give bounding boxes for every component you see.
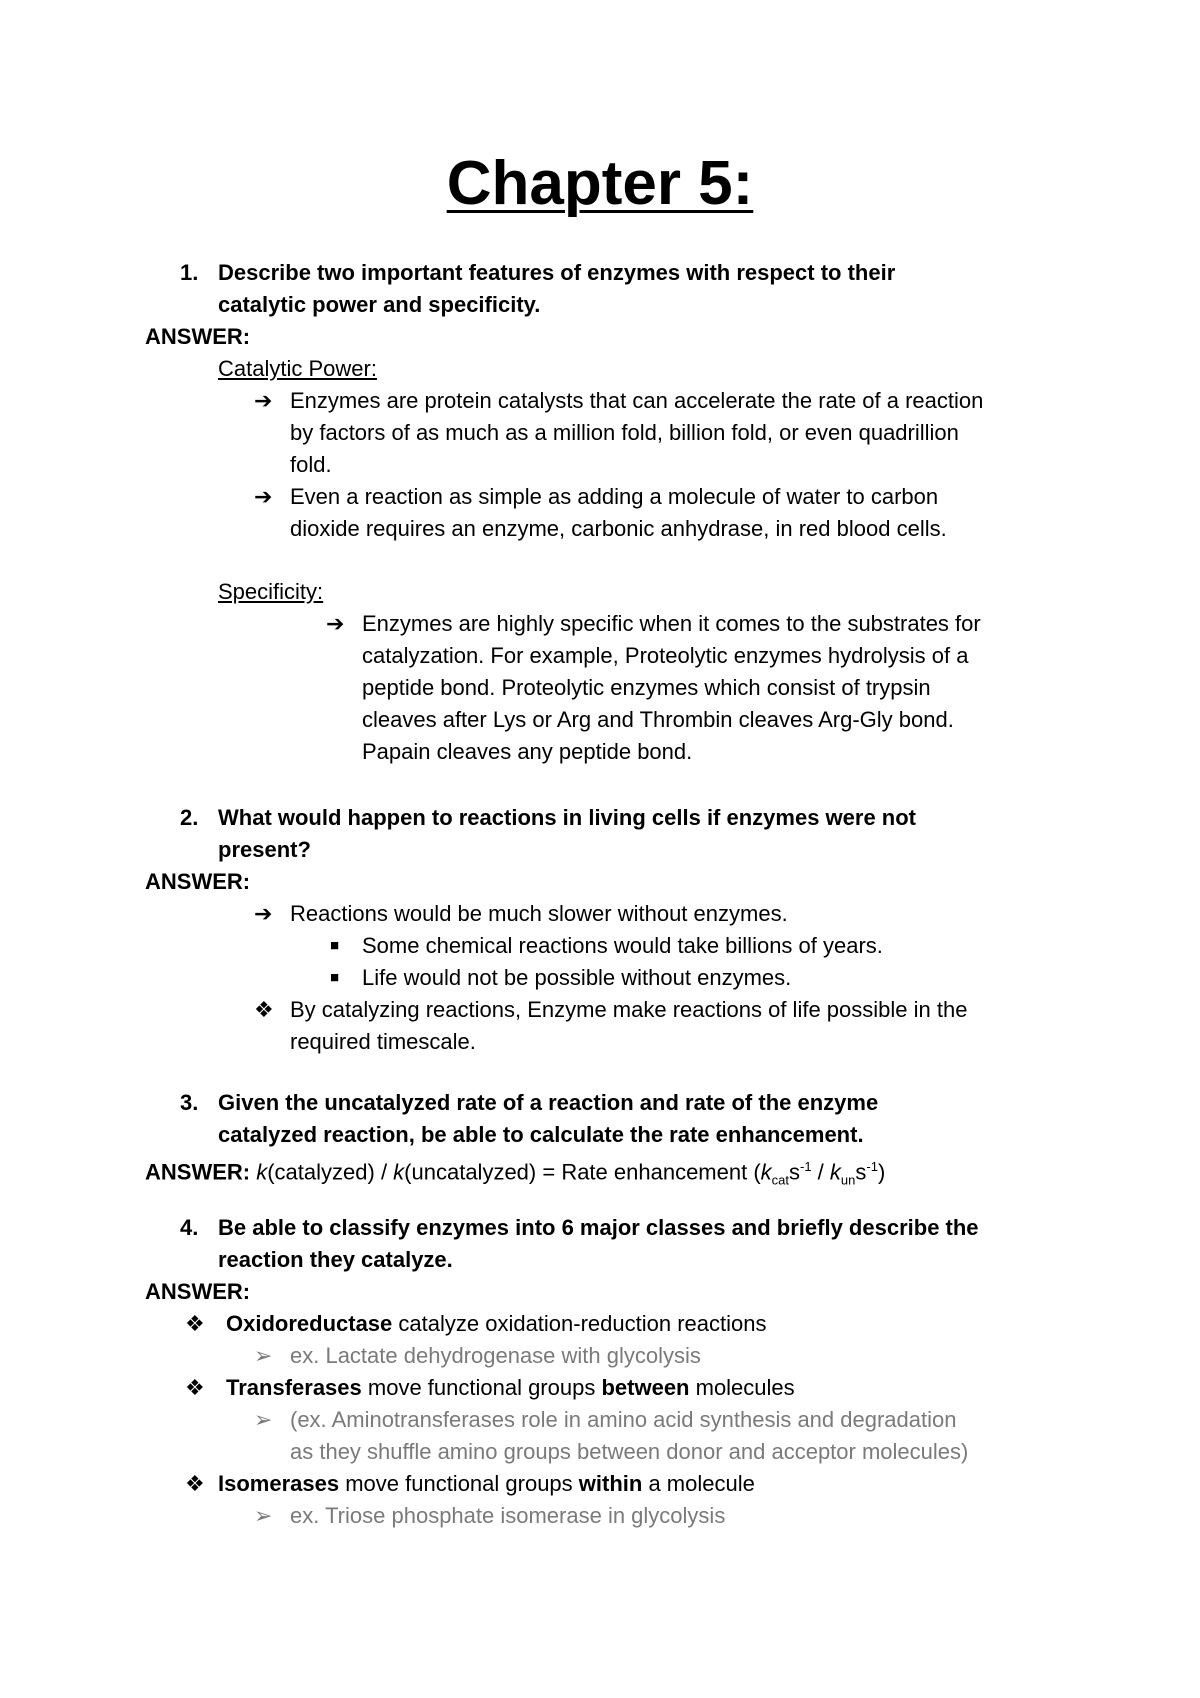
q3-question-line2: catalyzed reaction, be able to calculate the rate enhancement. (218, 1122, 864, 1147)
sp1-line5: Papain cleaves any peptide bond. (362, 739, 693, 764)
q3-question-line1: Given the uncatalyzed rate of a reaction and rate of the enzyme (218, 1090, 879, 1115)
q2-a1-sub1: Some chemical reactions would take billions of years. (362, 933, 883, 958)
k-symbol: k (760, 1159, 772, 1185)
sp1-line3: peptide bond. Proteolytic enzymes which consist of trypsin (362, 675, 931, 700)
class-transferases-desc: move functional groups (361, 1375, 602, 1400)
diamond-bullet-icon: ❖ (185, 1311, 205, 1336)
page-title (0, 148, 1200, 220)
formula-slash: / (811, 1159, 830, 1185)
cp1-line1: Enzymes are protein catalysts that can accelerate the rate of a reaction (290, 388, 984, 413)
sp1-line1: Enzymes are highly specific when it comes to the substrates for (362, 611, 981, 636)
q1-question-line1: Describe two important features of enzymes with respect to their (218, 260, 896, 285)
class-isomerases (218, 1469, 755, 1499)
chevron-bullet-icon: ➢ (254, 1343, 273, 1368)
square-bullet-icon: ■ (330, 937, 340, 954)
q1-number: 1. (180, 260, 199, 285)
q2-number: 2. (180, 805, 199, 830)
q3-answer-formula (145, 1152, 886, 1188)
class-transferases-name: Transferases (226, 1375, 362, 1400)
specificity-heading: Specificity: (218, 579, 324, 604)
q2-a2-line2: required timescale. (290, 1029, 476, 1054)
s-unit: s (855, 1159, 867, 1185)
k-symbol: k (829, 1159, 841, 1185)
class-isomerases-desc: move functional groups (339, 1471, 579, 1496)
q2-a1: Reactions would be much slower without enzymes. (290, 901, 788, 926)
k-symbol: k (393, 1159, 405, 1185)
diamond-bullet-icon: ❖ (185, 1471, 205, 1496)
q4-question-line1: Be able to classify enzymes into 6 major classes and briefly describe the (218, 1215, 979, 1240)
class-isomerases-emph: within (578, 1471, 643, 1496)
diamond-bullet-icon: ❖ (185, 1375, 205, 1400)
class-oxidoreductase-desc: catalyze oxidation-reduction reactions (392, 1311, 767, 1336)
arrow-bullet-icon: ➔ (326, 611, 345, 636)
class-transferases-emph: between (601, 1375, 690, 1400)
s-unit: s (789, 1159, 800, 1185)
kcat-subscript: cat (771, 1172, 789, 1188)
kun-subscript: un (840, 1172, 856, 1188)
q1-question-line2: catalytic power and specificity. (218, 292, 541, 317)
class-transferases (226, 1373, 795, 1403)
q2-question-line2: present? (218, 837, 311, 862)
neg1-superscript: -1 (800, 1159, 812, 1174)
isomerases-example: ex. Triose phosphate isomerase in glycolysis (290, 1503, 726, 1528)
transferases-example-line2: as they shuffle amino groups between donor and acceptor molecules) (290, 1439, 969, 1464)
class-isomerases-end: a molecule (642, 1471, 755, 1496)
class-oxidoreductase (226, 1309, 767, 1339)
q3-number: 3. (180, 1090, 199, 1115)
q2-a2-line1: By catalyzing reactions, Enzyme make reactions of life possible in the (290, 997, 968, 1022)
q3-answer-label: ANSWER: (145, 1159, 251, 1185)
cp2-line1: Even a reaction as simple as adding a molecule of water to carbon (290, 484, 939, 509)
q1-answer-label: ANSWER: (145, 324, 251, 349)
q4-answer-label: ANSWER: (145, 1279, 251, 1304)
sp1-line2: catalyzation. For example, Proteolytic enzymes hydrolysis of a (362, 643, 969, 668)
class-isomerases-name: Isomerases (218, 1471, 340, 1496)
q4-question-line2: reaction they catalyze. (218, 1247, 453, 1272)
sp1-line4: cleaves after Lys or Arg and Thrombin cleaves Arg-Gly bond. (362, 707, 954, 732)
neg1-superscript: -1 (866, 1159, 878, 1174)
diamond-bullet-icon: ❖ (254, 997, 274, 1022)
catalytic-power-heading: Catalytic Power: (218, 356, 377, 381)
transferases-example-line1: (ex. Aminotransferases role in amino acid synthesis and degradation (290, 1407, 957, 1432)
cp2-line2: dioxide requires an enzyme, carbonic anhydrase, in red blood cells. (290, 516, 947, 541)
page-title-text: Chapter 5: (446, 149, 754, 218)
arrow-bullet-icon: ➔ (254, 901, 273, 926)
q2-a1-sub2: Life would not be possible without enzymes. (362, 965, 792, 990)
q2-question-line1: What would happen to reactions in living cells if enzymes were not (218, 805, 917, 830)
arrow-bullet-icon: ➔ (254, 388, 273, 413)
oxidoreductase-example: ex. Lactate dehydrogenase with glycolysis (290, 1343, 701, 1368)
cp1-line2: by factors of as much as a million fold, billion fold, or even quadrillion (290, 420, 959, 445)
chevron-bullet-icon: ➢ (254, 1503, 273, 1528)
square-bullet-icon: ■ (330, 969, 340, 986)
class-transferases-end: molecules (689, 1375, 795, 1400)
formula-catalyzed: (catalyzed) / (267, 1159, 394, 1185)
formula-rate-enhancement: Rate enhancement ( (561, 1159, 761, 1185)
k-symbol: k (256, 1159, 268, 1185)
class-oxidoreductase-name: Oxidoreductase (226, 1311, 393, 1336)
arrow-bullet-icon: ➔ (254, 484, 273, 509)
chevron-bullet-icon: ➢ (254, 1407, 273, 1432)
formula-close: ) (877, 1159, 886, 1185)
q2-answer-label: ANSWER: (145, 869, 251, 894)
q4-number: 4. (180, 1215, 199, 1240)
formula-uncatalyzed: (uncatalyzed) = (404, 1159, 562, 1185)
cp1-line3: fold. (290, 452, 332, 477)
